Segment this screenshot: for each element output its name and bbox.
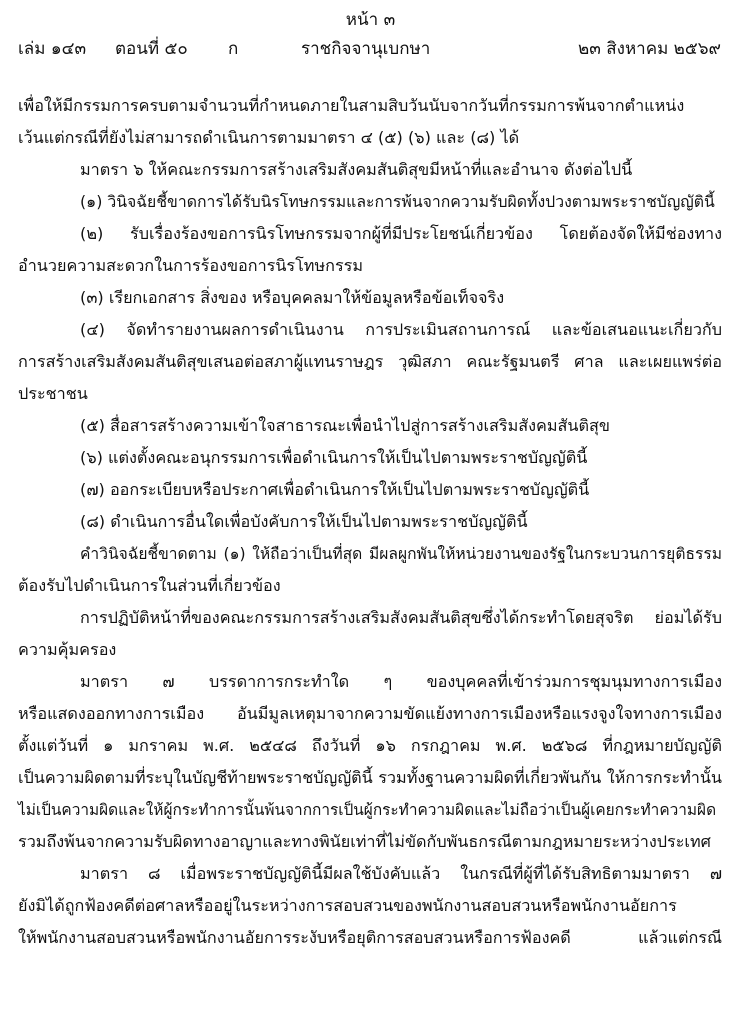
section-label: ก — [228, 39, 239, 59]
volume-label: เล่ม ๑๔๓ — [18, 39, 87, 59]
text-line: เพื่อให้มีกรรมการครบตามจำนวนที่กำหนดภายในสามสิบวันนับจากวันที่กรรมการพ้นจากตำแหน่ง — [18, 96, 685, 115]
section-heading: มาตรา ๘ เมื่อพระราชบัญญัตินี้มีผลใช้บังคับแล้ว ในกรณีที่ผู้ที่ได้รับสิทธิตามมาตรา ๗ — [80, 864, 722, 883]
text-line: (๕) สื่อสารสร้างความเข้าใจสาธารณะเพื่อนำไปสู่การสร้างเสริมสังคมสันติสุข — [80, 416, 610, 435]
page-number: หน้า ๓ — [345, 10, 396, 30]
text-line: หรือแสดงออกทางการเมือง อันมีมูลเหตุมาจากความขัดแย้งทางการเมืองหรือแรงจูงใจทางการเมือง — [18, 704, 722, 723]
text-line: (๓) เรียกเอกสาร สิ่งของ หรือบุคคลมาให้ข้อมูลหรือข้อเท็จจริง — [80, 288, 505, 307]
text-line: ให้พนักงานสอบสวนหรือพนักงานอัยการระงับหรือยุติการสอบสวนหรือการฟ้องคดี แล้วแต่กรณี — [18, 928, 722, 947]
issue-date: ๒๓ สิงหาคม ๒๕๖๙ — [578, 39, 721, 59]
section-heading: มาตรา ๗ บรรดาการกระทำใด ๆ ของบุคคลที่เข้าร่วมการชุมนุมทางการเมือง — [80, 672, 722, 691]
text-line: ตั้งแต่วันที่ ๑ มกราคม พ.ศ. ๒๕๔๘ ถึงวันที่ ๑๖ กรกฎาคม พ.ศ. ๒๕๖๘ ที่กฎหมายบัญญัติ — [18, 736, 722, 755]
text-line: รวมถึงพ้นจากความรับผิดทางอาญาและทางพินัยเท่าที่ไม่ขัดกับพันธกรณีตามกฎหมายระหว่างประเทศ — [18, 832, 711, 851]
issue-label: ตอนที่ ๕๐ — [115, 39, 188, 59]
gazette-name: ราชกิจจานุเบกษา — [301, 39, 431, 59]
section-heading: มาตรา ๖ ให้คณะกรรมการสร้างเสริมสังคมสันติสุขมีหน้าที่และอำนาจ ดังต่อไปนี้ — [80, 160, 633, 179]
text-line: (๔) จัดทำรายงานผลการดำเนินงาน การประเมินสถานการณ์ และข้อเสนอแนะเกี่ยวกับ — [80, 320, 722, 339]
text-line: เว้นแต่กรณีที่ยังไม่สามารถดำเนินการตามมาตรา ๔ (๕) (๖) และ (๘) ได้ — [18, 128, 520, 147]
gazette-header — [18, 36, 721, 62]
text-line: เป็นความผิดตามที่ระบุในบัญชีท้ายพระราชบัญญัตินี้ รวมทั้งฐานความผิดที่เกี่ยวพันกัน ให้การกระทำนั้น — [18, 768, 722, 787]
text-line: (๗) ออกระเบียบหรือประกาศเพื่อดำเนินการให้เป็นไปตามพระราชบัญญัตินี้ — [80, 480, 590, 499]
text-line: คำวินิจฉัยชี้ขาดตาม (๑) ให้ถือว่าเป็นที่สุด มีผลผูกพันให้หน่วยงานของรัฐในกระบวนการยุติธรรม — [80, 545, 722, 563]
text-line: ยังมิได้ถูกฟ้องคดีต่อศาลหรืออยู่ในระหว่างการสอบสวนของพนักงานสอบสวนหรือพนักงานอัยการ — [18, 896, 677, 915]
text-line: การปฏิบัติหน้าที่ของคณะกรรมการสร้างเสริมสังคมสันติสุขซึ่งได้กระทำโดยสุจริต ย่อมได้รับ — [80, 608, 722, 627]
text-line: (๖) แต่งตั้งคณะอนุกรรมการเพื่อดำเนินการให้เป็นไปตามพระราชบัญญัตินี้ — [80, 448, 588, 467]
text-line: ประชาชน — [18, 384, 88, 403]
text-line: อำนวยความสะดวกในการร้องขอการนิรโทษกรรม — [18, 256, 364, 275]
text-line: การสร้างเสริมสังคมสันติสุขเสนอต่อสภาผู้แทนราษฎร วุฒิสภา คณะรัฐมนตรี ศาล และเผยแพร่ต่อ — [18, 352, 722, 371]
text-line: (๑) วินิจฉัยชี้ขาดการได้รับนิรโทษกรรมและการพ้นจากความรับผิดทั้งปวงตามพระราชบัญญัตินี้ — [80, 192, 715, 211]
text-line: (๒) รับเรื่องร้องขอการนิรโทษกรรมจากผู้ที่มีประโยชน์เกี่ยวข้อง โดยต้องจัดให้มีช่องทาง — [80, 224, 722, 243]
text-line: ต้องรับไปดำเนินการในส่วนที่เกี่ยวข้อง — [18, 576, 281, 595]
text-line: ความคุ้มครอง — [18, 640, 117, 659]
text-line: (๘) ดำเนินการอื่นใดเพื่อบังคับการให้เป็นไปตามพระราชบัญญัตินี้ — [80, 512, 528, 531]
text-line: ไม่เป็นความผิดและให้ผู้กระทำการนั้นพ้นจากการเป็นผู้กระทำความผิดและไม่ถือว่าเป็นผู้เคยกระทำความผิด — [18, 801, 717, 819]
